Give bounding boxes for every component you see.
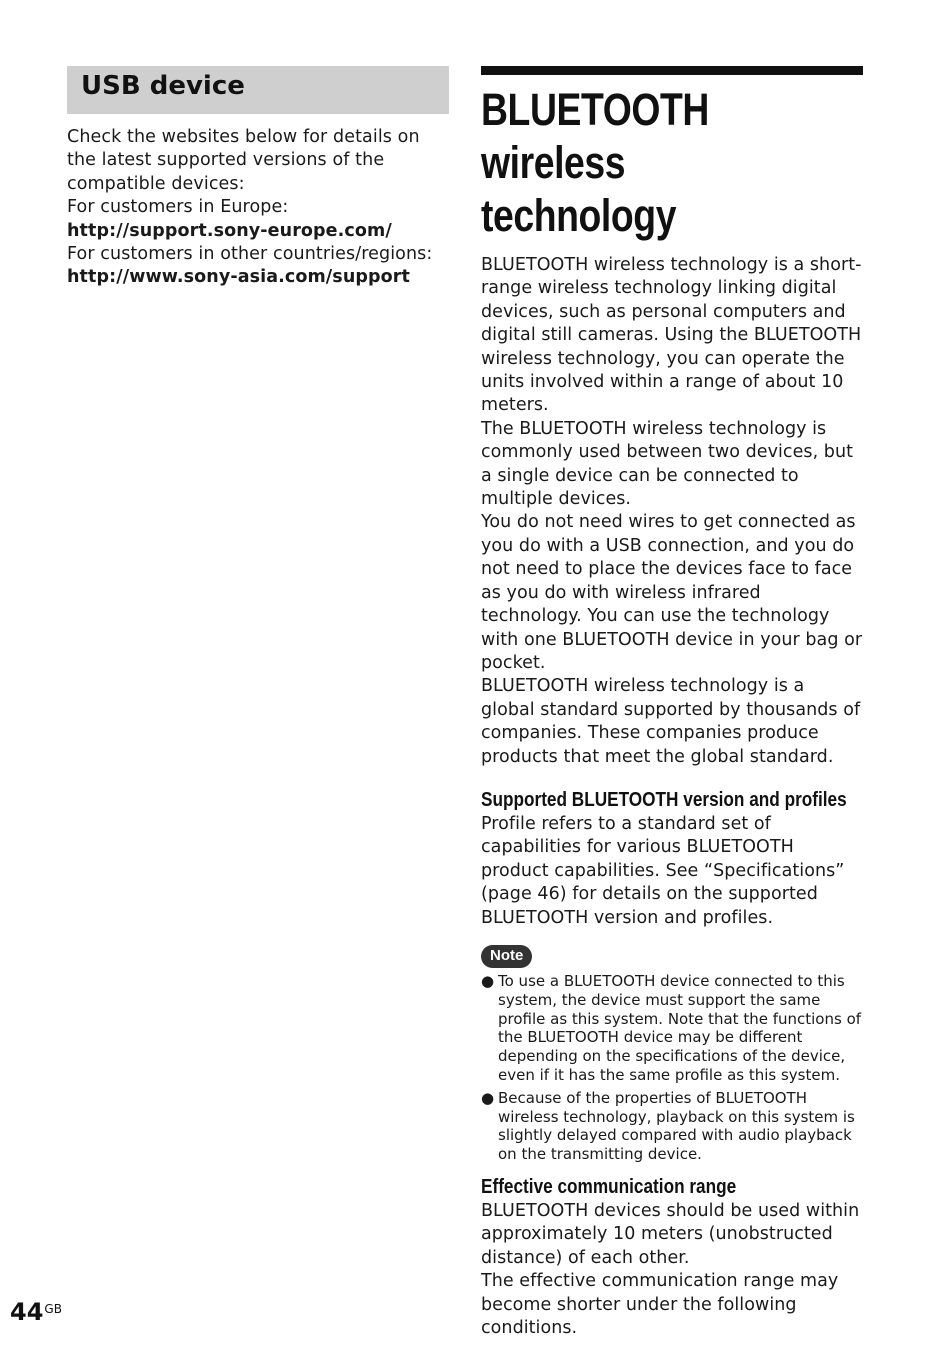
note-list: [481, 972, 863, 1164]
note-item: [481, 1089, 863, 1164]
page-number-value: 44: [10, 1298, 44, 1326]
intro-paragraph: BLUETOOTH wireless technology is a short-range wireless technology linking digital devices, such as personal computers and digital still cameras. Using the BLUETOOTH wireless technology, you can operate the units involved within a range of about 10 meters.: [481, 255, 862, 416]
europe-support-url[interactable]: http://support.sony-europe.com/: [67, 220, 392, 241]
range-paragraph: BLUETOOTH devices should be used within approximately 10 meters (unobstructed distance) of each other.: [481, 1200, 860, 1268]
usb-intro-text: Check the websites below for details on the latest supported versions of the compatible devices:: [67, 127, 420, 194]
page-number-suffix: GB: [44, 1302, 62, 1316]
bluetooth-section: [481, 66, 863, 1340]
europe-label: For customers in Europe:: [67, 197, 289, 218]
usb-device-heading: USB device: [67, 66, 449, 114]
intro-paragraph: You do not need wires to get connected as you do with a USB connection, and you do not need to place the devices face to face as you do with wireless infrared technology. You can use the technology with one BLUETOOTH device in your bag or pocket.: [481, 512, 863, 673]
title-line-2: technology: [481, 190, 677, 241]
intro-paragraph: The BLUETOOTH wireless technology is commonly used between two devices, but a single device can be connected to multiple devices.: [481, 418, 854, 510]
note-text: To use a BLUETOOTH device connected to this system, the device must support the same profile as this system. Note that the functions of the BLUETOOTH device may be different depending on the specifications of the device, even if it has the same profile as this system.: [498, 971, 862, 1084]
page-number: [10, 1298, 62, 1326]
profiles-heading: Supported BLUETOOTH version and profiles: [481, 788, 847, 811]
note-badge: Note: [481, 945, 532, 968]
intro-paragraph: BLUETOOTH wireless technology is a global standard supported by thousands of companies. These companies produce products that meet the global standard.: [481, 676, 861, 767]
section-top-rule: [481, 66, 863, 75]
note-item: [481, 972, 863, 1085]
usb-device-body: [67, 126, 449, 290]
bluetooth-intro: [481, 254, 863, 769]
range-heading: Effective communication range: [481, 1175, 737, 1198]
profiles-text: Profile refers to a standard set of capabilities for various BLUETOOTH product capabilities. See “Specifications” (page 46) for details on the supported BLUETOOTH version and profiles.: [481, 813, 845, 928]
range-paragraph: The effective communication range may become shorter under the following conditions.: [481, 1271, 839, 1338]
other-regions-label: For customers in other countries/regions:: [67, 244, 433, 265]
range-text: [481, 1200, 863, 1340]
title-line-1: BLUETOOTH wireless: [481, 84, 709, 188]
bluetooth-title: [481, 83, 861, 242]
note-text: Because of the properties of BLUETOOTH wireless technology, playback on this system is slightly delayed compared with audio playback on the transmitting device.: [498, 1088, 855, 1164]
bullet-icon: ●: [481, 971, 495, 990]
usb-section: [67, 66, 449, 290]
asia-support-url[interactable]: http://www.sony-asia.com/support: [67, 267, 410, 288]
bullet-icon: ●: [481, 1088, 495, 1107]
